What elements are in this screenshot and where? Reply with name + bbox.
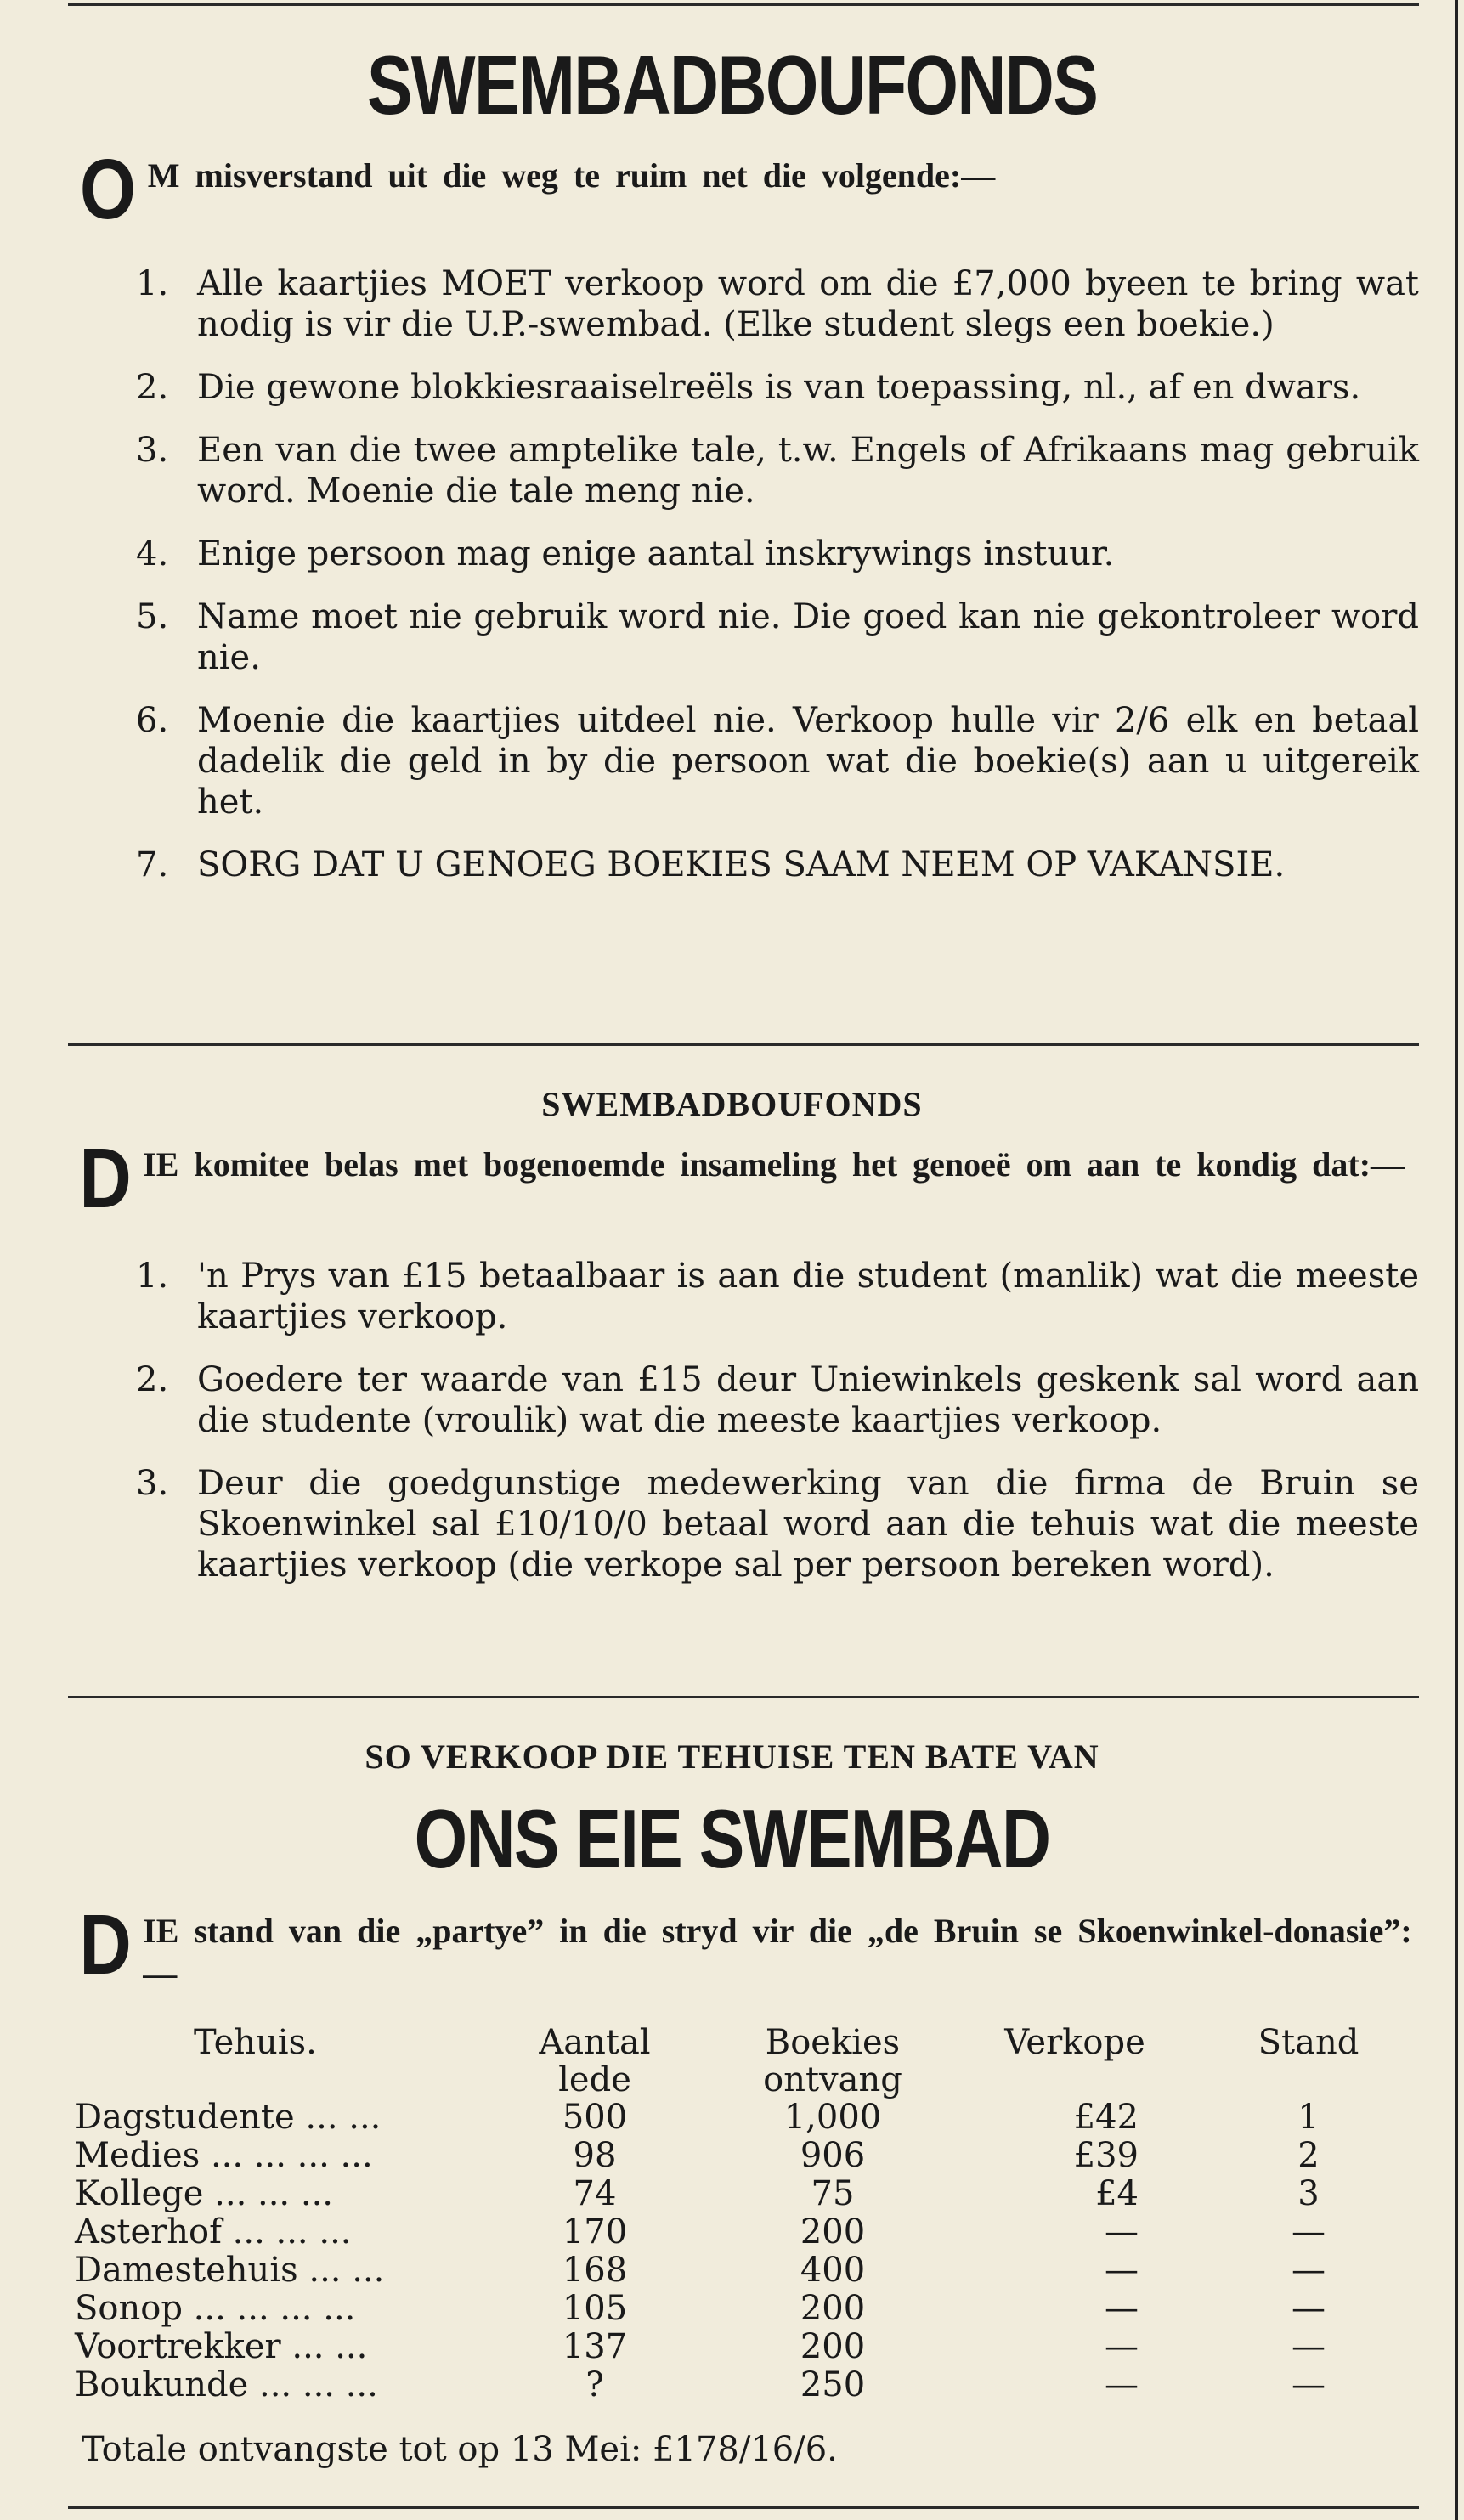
cell-ontvang: 75 — [811, 2174, 855, 2213]
bottom-rule — [68, 2506, 1419, 2509]
cell-lede: 74 — [573, 2174, 617, 2213]
section2-list — [136, 1256, 1419, 1607]
item-number: 2. — [136, 368, 169, 407]
item-number: 3. — [136, 431, 169, 470]
item-number: 6. — [136, 701, 169, 740]
header-boekies-line2: ontvang — [763, 2060, 902, 2099]
item-number: 2. — [136, 1360, 169, 1399]
cell-ontvang: 200 — [800, 2327, 866, 2366]
cell-stand: 2 — [1297, 2136, 1320, 2175]
cell-verkope: — — [1105, 2251, 1139, 2290]
header-aantal-line2: lede — [558, 2060, 631, 2099]
section2-intro-text: IE komitee belas met bogenoemde insameling het genoeë om aan te kondig dat:— — [143, 1145, 1405, 1184]
cell-lede: 98 — [573, 2136, 617, 2175]
list-item — [136, 367, 1419, 408]
section3-intro — [75, 1897, 1417, 1995]
cell-name: Kollege ... ... ... — [75, 2174, 334, 2213]
cell-verkope: — — [1105, 2365, 1139, 2404]
item-text: Name moet nie gebruik word nie. Die goed kan nie gekontroleer word nie. — [197, 597, 1419, 677]
header-tehuis: Tehuis. — [194, 2023, 317, 2062]
cell-name: Medies ... ... ... ... — [75, 2136, 373, 2175]
cell-verkope: £42 — [1073, 2098, 1139, 2137]
cell-verkope: £39 — [1073, 2136, 1139, 2175]
section-divider — [68, 1696, 1419, 1698]
cell-stand: 3 — [1297, 2174, 1320, 2213]
cell-verkope: £4 — [1095, 2174, 1139, 2213]
section2-title: SWEMBADBOUFONDS — [541, 1085, 923, 1123]
cell-verkope: — — [1105, 2212, 1139, 2252]
section1-list — [136, 263, 1419, 907]
cell-lede: ? — [585, 2365, 604, 2404]
cell-name: Dagstudente ... ... — [75, 2098, 382, 2137]
cell-verkope: — — [1105, 2289, 1139, 2328]
cell-ontvang: 200 — [800, 2212, 866, 2252]
cell-lede: 105 — [562, 2289, 628, 2328]
cell-stand: — — [1292, 2327, 1326, 2366]
item-number: 5. — [136, 597, 169, 636]
cell-ontvang: 250 — [800, 2365, 866, 2404]
list-item — [136, 1463, 1419, 1585]
cell-name: Voortrekker ... ... — [75, 2327, 368, 2366]
item-number: 1. — [136, 1257, 169, 1296]
cell-ontvang: 400 — [800, 2251, 866, 2290]
cell-name: Sonop ... ... ... ... — [75, 2289, 356, 2328]
list-item — [136, 430, 1419, 511]
item-text: Moenie die kaartjies uitdeel nie. Verkoop hulle vir 2/6 elk en betaal dadelik die geld in by die persoon wat die boekie(s) aan u uitgereik het. — [197, 701, 1419, 822]
item-text: Goedere ter waarde van £15 deur Uniewinkels geskenk sal word aan die studente (vroulik) wat die meeste kaartjies verkoop. — [197, 1360, 1419, 1440]
cell-lede: 137 — [562, 2327, 628, 2366]
cell-lede: 168 — [562, 2251, 628, 2290]
cell-name: Damestehuis ... ... — [75, 2251, 385, 2290]
section1-intro — [75, 142, 1417, 237]
cell-ontvang: 906 — [800, 2136, 866, 2175]
section-divider — [68, 1043, 1419, 1046]
section1-title: SWEMBADBOUFONDS — [366, 38, 1098, 132]
header-aantal-line1: Aantal — [539, 2023, 651, 2062]
cell-stand: — — [1292, 2212, 1326, 2252]
cell-verkope: — — [1105, 2327, 1139, 2366]
item-text: Enige persoon mag enige aantal inskrywings instuur. — [197, 534, 1115, 573]
header-boekies — [748, 2024, 918, 2099]
item-number: 7. — [136, 845, 169, 884]
item-number: 4. — [136, 534, 169, 573]
header-boekies-line1: Boekies — [765, 2023, 901, 2062]
top-rule — [68, 3, 1419, 6]
item-text: 'n Prys van £15 betaalbaar is aan die student (manlik) wat die meeste kaartjies verkoop. — [197, 1257, 1419, 1336]
item-text: SORG DAT U GENOEG BOEKIES SAAM NEEM OP VAKANSIE. — [197, 845, 1286, 884]
cell-ontvang: 200 — [800, 2289, 866, 2328]
section3-subhead: SO VERKOOP DIE TEHUISE TEN BATE VAN — [365, 1737, 1099, 1776]
header-verkope: Verkope — [1004, 2023, 1145, 2062]
cell-stand: — — [1292, 2365, 1326, 2404]
list-item — [136, 700, 1419, 822]
cell-stand: 1 — [1297, 2098, 1320, 2137]
right-border — [1455, 0, 1458, 2520]
item-text: Deur die goedgunstige medewerking van die firma de Bruin se Skoenwinkel sal £10/10/0 betaal word aan die tehuis wat die meeste kaartjies verkoop (die verkope sal per persoon bereken word). — [197, 1464, 1419, 1585]
header-aantal — [510, 2024, 680, 2099]
cell-lede: 500 — [562, 2098, 628, 2137]
section3-dropcap: D — [79, 1897, 132, 1992]
cell-name: Asterhof ... ... ... — [75, 2212, 352, 2252]
section3-intro-text: IE stand van die „partye” in die stryd vir die „de Bruin se Skoenwinkel-donasie”:— — [143, 1912, 1412, 1992]
list-item — [136, 596, 1419, 678]
list-item — [136, 1256, 1419, 1337]
section2-intro — [75, 1131, 1417, 1226]
item-text: Een van die twee amptelike tale, t.w. Engels of Afrikaans mag gebruik word. Moenie die tale meng nie. — [197, 431, 1419, 511]
item-number: 3. — [136, 1464, 169, 1503]
cell-ontvang: 1,000 — [783, 2098, 882, 2137]
section2-dropcap: D — [79, 1131, 132, 1226]
section1-intro-text: M misverstand uit die weg te ruim net die volgende:— — [147, 156, 996, 195]
section3-title: ONS EIE SWEMBAD — [414, 1792, 1050, 1885]
list-item — [136, 534, 1419, 574]
total-receipts: Totale ontvangste tot op 13 Mei: £178/16/6. — [82, 2430, 838, 2469]
cell-name: Boukunde ... ... ... — [75, 2365, 378, 2404]
item-text: Alle kaartjies MOET verkoop word om die £7,000 byeen te bring wat nodig is vir die U.P.-swembad. (Elke student slegs een boekie.) — [197, 264, 1419, 344]
list-item — [136, 845, 1419, 885]
list-item — [136, 1359, 1419, 1441]
item-number: 1. — [136, 264, 169, 303]
list-item — [136, 263, 1419, 345]
item-text: Die gewone blokkiesraaiselreëls is van toepassing, nl., af en dwars. — [197, 368, 1361, 407]
cell-stand: — — [1292, 2289, 1326, 2328]
header-stand: Stand — [1258, 2023, 1359, 2062]
section1-dropcap: O — [79, 142, 136, 237]
cell-lede: 170 — [562, 2212, 628, 2252]
cell-stand: — — [1292, 2251, 1326, 2290]
